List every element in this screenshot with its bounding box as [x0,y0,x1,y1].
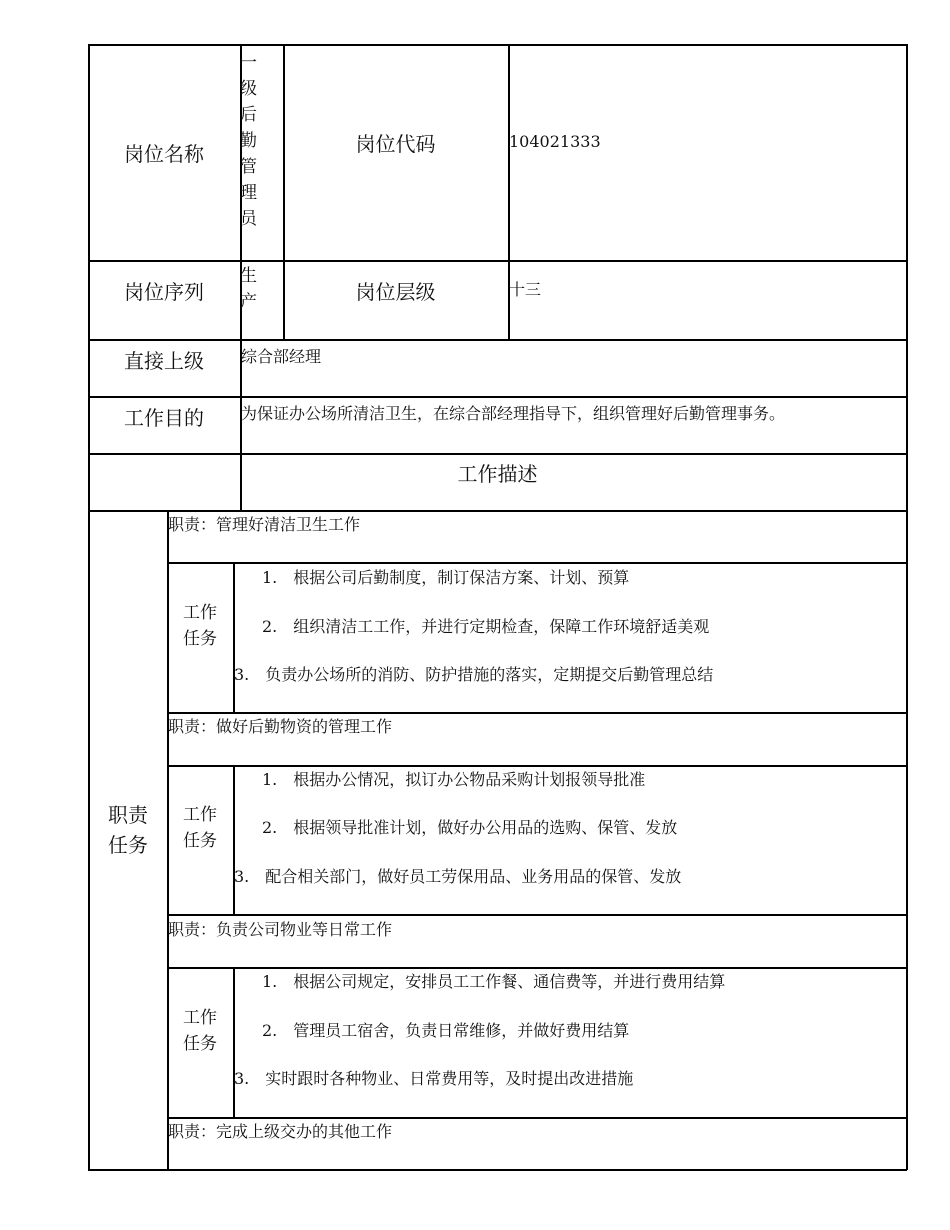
col-divider [233,765,235,915]
duty-title: 职责：做好后勤物资的管理工作 [168,717,393,736]
post-series-label: 岗位序列 [124,279,204,304]
task-label: 工作任务 [183,1008,217,1054]
row-divider [167,562,907,564]
row-divider [88,510,907,512]
purpose-value: 为保证办公场所清洁卫生，在综合部经理指导下，组织管理好后勤管理事务。 [241,404,786,423]
task-item: 1. 根据公司后勤制度，制订保洁方案、计划、预算 [262,568,630,587]
task-item: 1. 根据办公情况，拟订办公物品采购计划报领导批准 [262,770,646,789]
task-item: 1. 根据公司规定，安排员工工作餐、通信费等，并进行费用结算 [262,972,726,991]
col-divider [233,967,235,1118]
task-item: 3. 配合相关部门，做好员工劳保用品、业务用品的保管、发放 [234,867,682,886]
row-divider [167,967,907,969]
border-right [906,44,908,1170]
task-label: 工作任务 [183,603,217,649]
post-name-value: 一级后勤管理员 [240,53,257,229]
border-bottom [88,1169,907,1171]
work-description-title: 工作描述 [457,461,538,486]
task-label: 工作任务 [183,805,217,851]
superior-value: 综合部经理 [241,347,322,366]
post-level-label: 岗位层级 [355,279,436,304]
purpose-label: 工作目的 [124,405,204,430]
superior-label: 直接上级 [124,348,204,373]
row-divider [167,914,907,916]
task-item: 3. 实时跟时各种物业、日常费用等，及时提出改进措施 [234,1069,634,1088]
row-divider [167,712,907,714]
task-item: 2. 组织清洁工工作，并进行定期检查，保障工作环境舒适美观 [262,617,710,636]
task-item: 3. 负责办公场所的消防、防护措施的落实，定期提交后勤管理总结 [234,665,714,684]
duties-label: 职责任务 [108,803,148,857]
post-level-value: 十三 [509,280,542,299]
post-code-label: 岗位代码 [355,131,436,156]
duty-title: 职责：完成上级交办的其他工作 [168,1122,393,1141]
post-code-value: 104021333 [509,132,601,151]
post-series-value: 生产 [240,266,257,312]
task-item: 2. 管理员工宿舍，负责日常维修，并做好费用结算 [262,1021,630,1040]
duty-title: 职责：管理好清洁卫生工作 [168,515,361,534]
row-divider [167,1117,907,1119]
task-item: 2. 根据领导批准计划，做好办公用品的选购、保管、发放 [262,818,678,837]
duty-title: 职责：负责公司物业等日常工作 [168,920,393,939]
col-divider [233,562,235,713]
post-name-label: 岗位名称 [124,141,204,166]
row-divider [167,765,907,767]
